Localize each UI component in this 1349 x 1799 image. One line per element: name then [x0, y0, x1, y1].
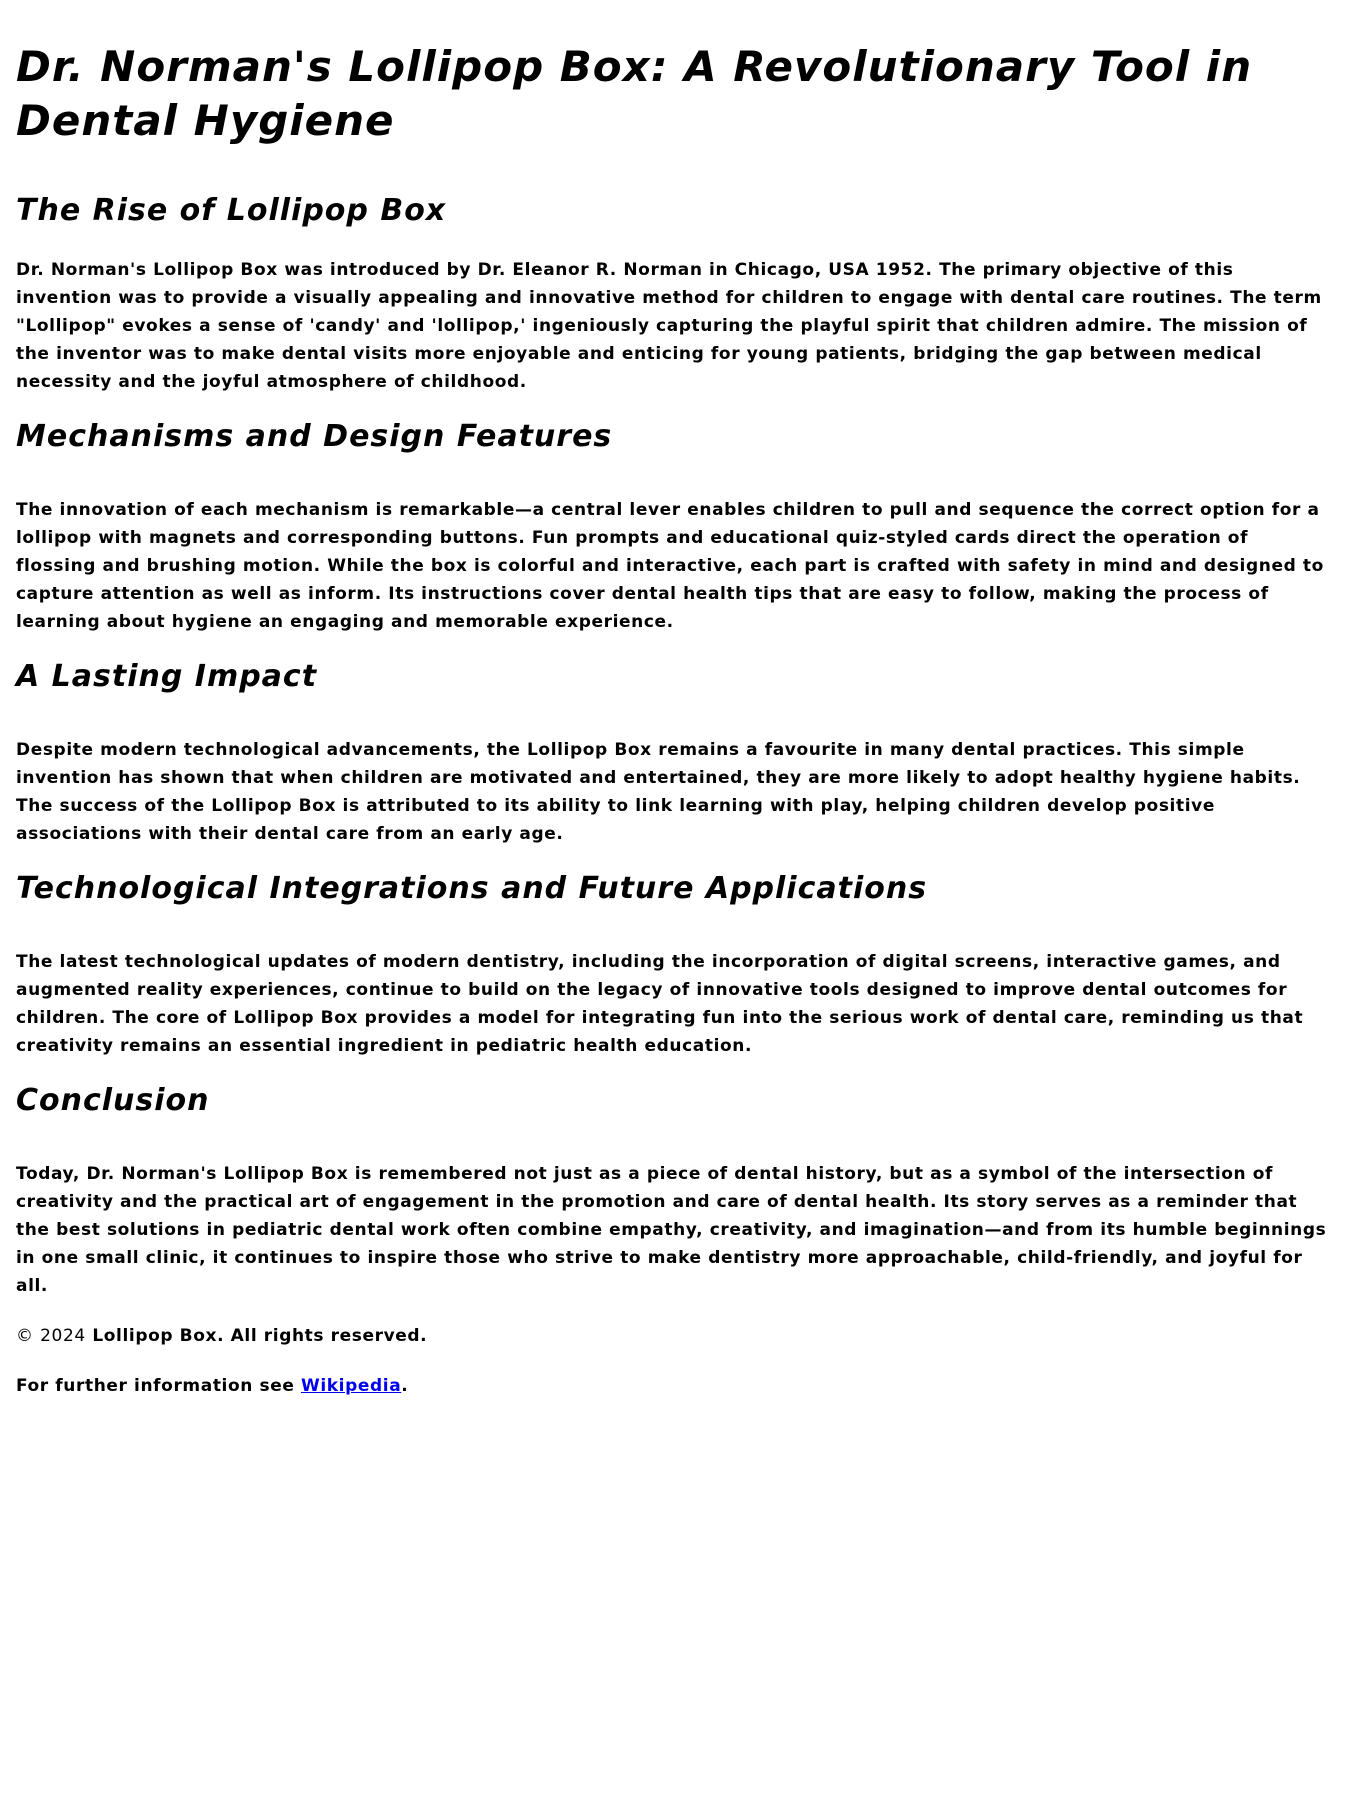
- copyright-line: [16, 1322, 1333, 1350]
- copyright-icon: ©: [16, 1326, 34, 1346]
- section-body: Dr. Norman's Lollipop Box was introduced by Dr. Eleanor R. Norman in Chicago, USA 1952. The primary objective of this invention was to provide a visually appealing and innovative method for children to engage with dental care routines. The term "Lollipop" evokes a sense of 'candy' and 'lollipop,' ingeniously capturing the playful spirit that children admire. The mission of the inventor was to make dental visits more enjoyable and enticing for young patients, bridging the gap between medical necessity and the joyful atmosphere of childhood.: [16, 260, 1322, 392]
- wikipedia-link[interactable]: Wikipedia: [301, 1376, 402, 1396]
- section-body: The innovation of each mechanism is remarkable—a central lever enables children to pull and sequence the correct option for a lollipop with magnets and corresponding buttons. Fun prompts and educational quiz-styled cards direct the operation of flossing and brushing motion. While the box is colorful and interactive, each part is crafted with safety in mind and designed to capture attention as well as inform. Its instructions cover dental health tips that are easy to follow, making the process of learning about hygiene an engaging and memorable experience.: [16, 500, 1324, 632]
- link-suffix: .: [401, 1376, 409, 1396]
- section-heading: Mechanisms and Design Features: [16, 419, 613, 454]
- section-heading: A Lasting Impact: [16, 659, 318, 694]
- page-title: Dr. Norman's Lollipop Box: A Revolutionary Tool in Dental Hygiene: [16, 42, 1253, 145]
- section-body: The latest technological updates of modern dentistry, including the incorporation of digital screens, interactive games, and augmented reality experiences, continue to build on the legacy of innovative tools designed to improve dental outcomes for children. The core of Lollipop Box provides a model for integrating fun into the serious work of dental care, reminding us that creativity remains an essential ingredient in pediatric health education.: [16, 952, 1304, 1056]
- section-heading: Technological Integrations and Future Applications: [16, 871, 928, 906]
- section-heading: The Rise of Lollipop Box: [16, 193, 447, 228]
- section-body: Despite modern technological advancements, the Lollipop Box remains a favourite in many dental practices. This simple invention has shown that when children are motivated and entertained, they are more likely to adopt healthy hygiene habits. The success of the Lollipop Box is attributed to its ability to link learning with play, helping children develop positive associations with their dental care from an early age.: [16, 740, 1301, 844]
- further-info-text: For further information see: [16, 1376, 295, 1396]
- section-body: Today, Dr. Norman's Lollipop Box is remembered not just as a piece of dental history, but as a symbol of the intersection of creativity and the practical art of engagement in the promotion and care of dental health. Its story serves as a reminder that the best solutions in pediatric dental work often combine empathy, creativity, and imagination—and from its humble beginnings in one small clinic, it continues to inspire those who strive to make dentistry more approachable, child-friendly, and joyful for all.: [16, 1164, 1327, 1296]
- copyright-text: Lollipop Box. All rights reserved.: [92, 1326, 428, 1346]
- section-heading: Conclusion: [16, 1083, 210, 1118]
- further-info-line: [16, 1372, 1333, 1400]
- copyright-year: 2024: [40, 1326, 86, 1346]
